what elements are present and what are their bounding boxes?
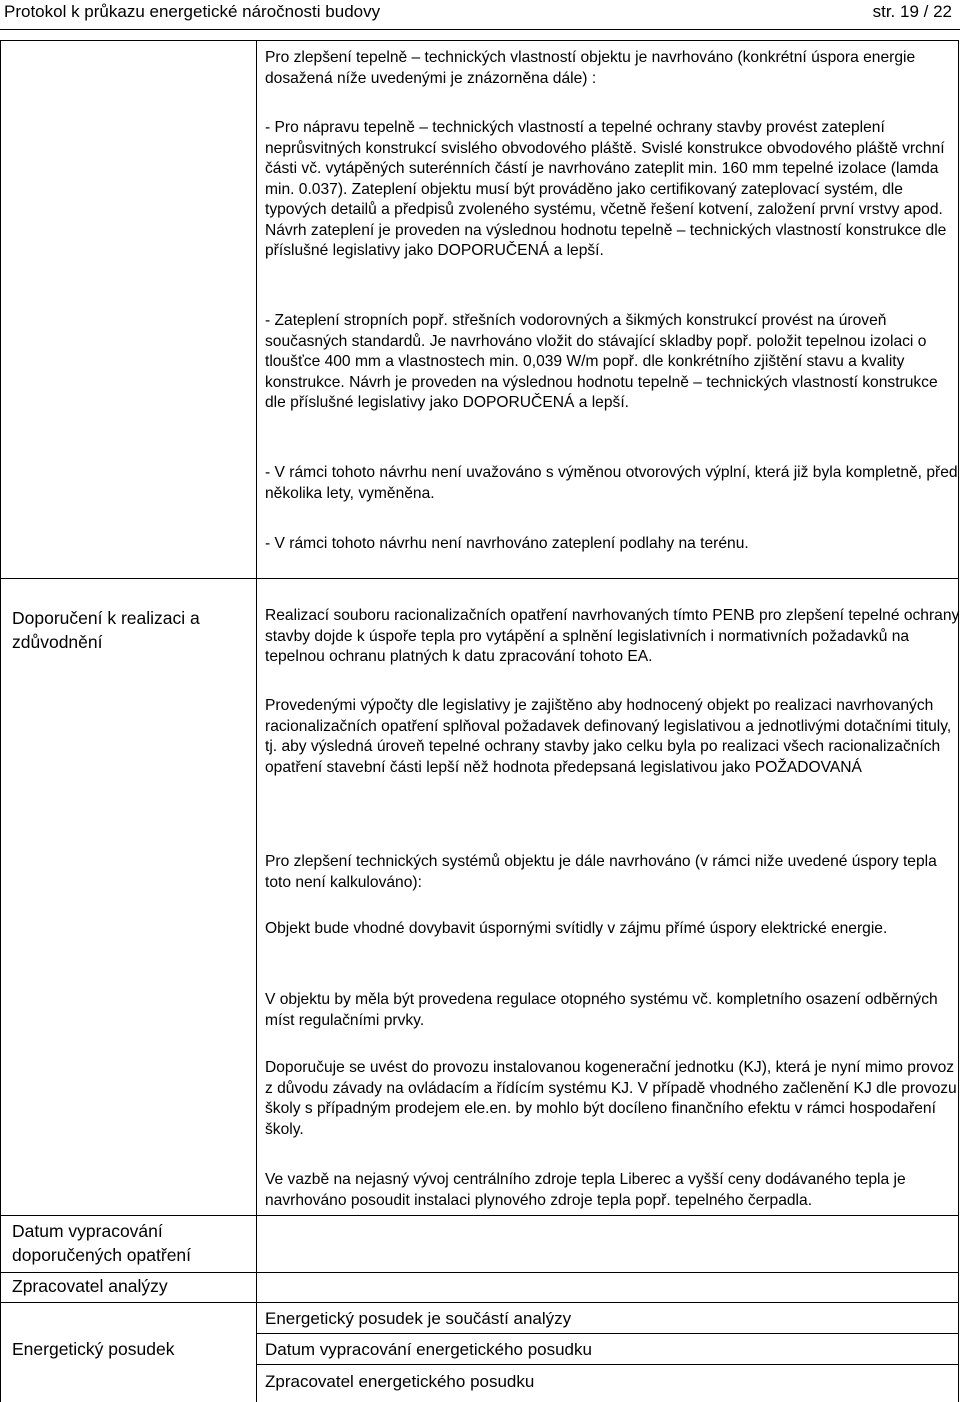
row-divider-recommendation	[0, 578, 959, 579]
intro-text	[265, 48, 960, 89]
recommendation-label: Doporučení k realizaci a zdůvodnění	[12, 608, 200, 652]
recommendation-paragraph: Objekt bude vhodné dovybavit úspornými svítidly v zájmu přímé úspory elektrické energie.	[265, 920, 888, 937]
recommendation-p3	[265, 852, 960, 893]
table-top-border	[0, 40, 959, 41]
intro-paragraph: Pro zlepšení tepelně – technických vlastností objektu je navrhováno (konkrétní úspora energie dosažená níže uvedenými je znázorněna dále) :	[265, 49, 916, 87]
assessment-row-part-of-analysis: Energetický posudek je součástí analýzy	[265, 1309, 572, 1328]
author-label: Zpracovatel analýzy	[12, 1276, 168, 1296]
recommendation-paragraph: Ve vazbě na nejasný vývoj centrálního zdroje tepla Liberec a vyšší ceny dodávaného tepla je navrhováno posoudit instalaci plynového zdroje tepla popř. tepelného čerpadla.	[265, 1171, 906, 1209]
measure-roof-insulation: - Zateplení stropních popř. střešních vodorovných a šikmých konstrukcí provést na úroveň současných standardů. Je navrhováno vložit do stávající skladby popř. položit tepelnou izolaci o tloušťce 400 mm a vlastnostech min. 0,039 W/m popř. dle konkrétního zjištění stavu a kvality konstrukce. Návrh je proveden na výslednou hodnotu tepelně – technických vlastností konstrukce dle příslušné legislativy jako DOPORUČENÁ a lepší.	[265, 312, 938, 411]
document-title: Protokol k průkazu energetické náročnosti budovy	[4, 2, 381, 21]
assessment-label: Energetický posudek	[12, 1339, 175, 1359]
measure-windows	[265, 463, 960, 504]
measure-floor-text: - V rámci tohoto návrhu není navrhováno zateplení podlahy na terénu.	[265, 535, 749, 552]
measure-windows-text: - V rámci tohoto návrhu není uvažováno s výměnou otvorových výplní, která již byla kompletně, před několika lety, vyměněna.	[265, 464, 958, 502]
recommendation-p2	[265, 696, 960, 778]
recommendation-p1	[265, 606, 960, 668]
measure-wall-insulation: - Pro nápravu tepelně – technických vlastností a tepelné ochrany stavby provést zateplení neprůsvitných konstrukcí svislého obvodového pláště. Svislé konstrukce obvodového pláště vrchní části vč. vytápěných suterénních částí je navrhováno zateplit min. 160 mm tepelné izolace (lamda min. 0.037). Zateplení objektu musí být prováděno jako certifikovaný zateplovací systém, dle typových detailů a předpisů zvoleného systému, včetně řešení kotvení, založení první vrstvy apod. Návrh zateplení je proveden na výslednou hodnotu tepelně – technických vlastností konstrukce dle příslušné legislativy jako DOPORUČENÁ a lepší.	[265, 119, 947, 259]
row-divider-assessment	[0, 1302, 959, 1303]
row-divider-assessment-3	[256, 1364, 959, 1365]
recommendation-p5	[265, 990, 960, 1031]
measure-wall	[265, 118, 960, 262]
row-divider-author	[0, 1272, 959, 1273]
recommendation-paragraph: V objektu by měla být provedena regulace otopného systému vč. kompletního osazení odběrných míst regulačními prvky.	[265, 991, 938, 1029]
assessment-row-date: Datum vypracování energetického posudku	[265, 1340, 592, 1359]
column-divider	[256, 40, 257, 1402]
recommendation-p7	[265, 1170, 960, 1211]
row-divider-date	[0, 1215, 959, 1216]
measure-floor	[265, 534, 960, 555]
recommendation-p6	[265, 1058, 960, 1140]
table-left-border	[0, 40, 1, 1402]
recommendation-paragraph: Pro zlepšení technických systémů objektu je dále navrhováno (v rámci niže uvedené úspory tepla toto není kalkulováno):	[265, 853, 937, 891]
recommendation-paragraph: Provedenými výpočty dle legislativy je zajištěno aby hodnocený objekt po realizaci navrhovaných racionalizačních opatření splňoval požadavek definovaný legislativou a jednotlivými dotačními tituly, tj. aby výsledná úroveň tepelné ochrany stavby jako celku byla po realizaci všech racionalizačních opatření stavební části lepší něž hodnota předepsaná legislativou jako POŽADOVANÁ	[265, 697, 952, 776]
row-divider-assessment-2	[256, 1333, 959, 1334]
recommendation-p4	[265, 919, 960, 940]
assessment-row-author: Zpracovatel energetického posudku	[265, 1372, 535, 1391]
date-label: Datum vypracování doporučených opatření	[12, 1221, 192, 1265]
page-number: str. 19 / 22	[872, 2, 952, 21]
recommendation-paragraph: Doporučuje se uvést do provozu instalovanou kogenerační jednotku (KJ), která je nyní mimo provoz z důvodu závady na ovládacím a řídícím systému KJ. V případě vhodného začlenění KJ dle provozu školy s případným prodejem ele.en. by mohlo být docíleno finančního efektu v rámci hospodaření školy.	[265, 1059, 957, 1138]
recommendation-paragraph: Realizací souboru racionalizačních opatření navrhovaných tímto PENB pro zlepšení tepelné ochrany stavby dojde k úspoře tepla pro vytápění a splnění legislativních i normativních požadavků na tepelnou ochranu platných k datu zpracování tohoto EA.	[265, 607, 960, 665]
header-divider	[0, 29, 960, 30]
measure-roof	[265, 311, 960, 414]
